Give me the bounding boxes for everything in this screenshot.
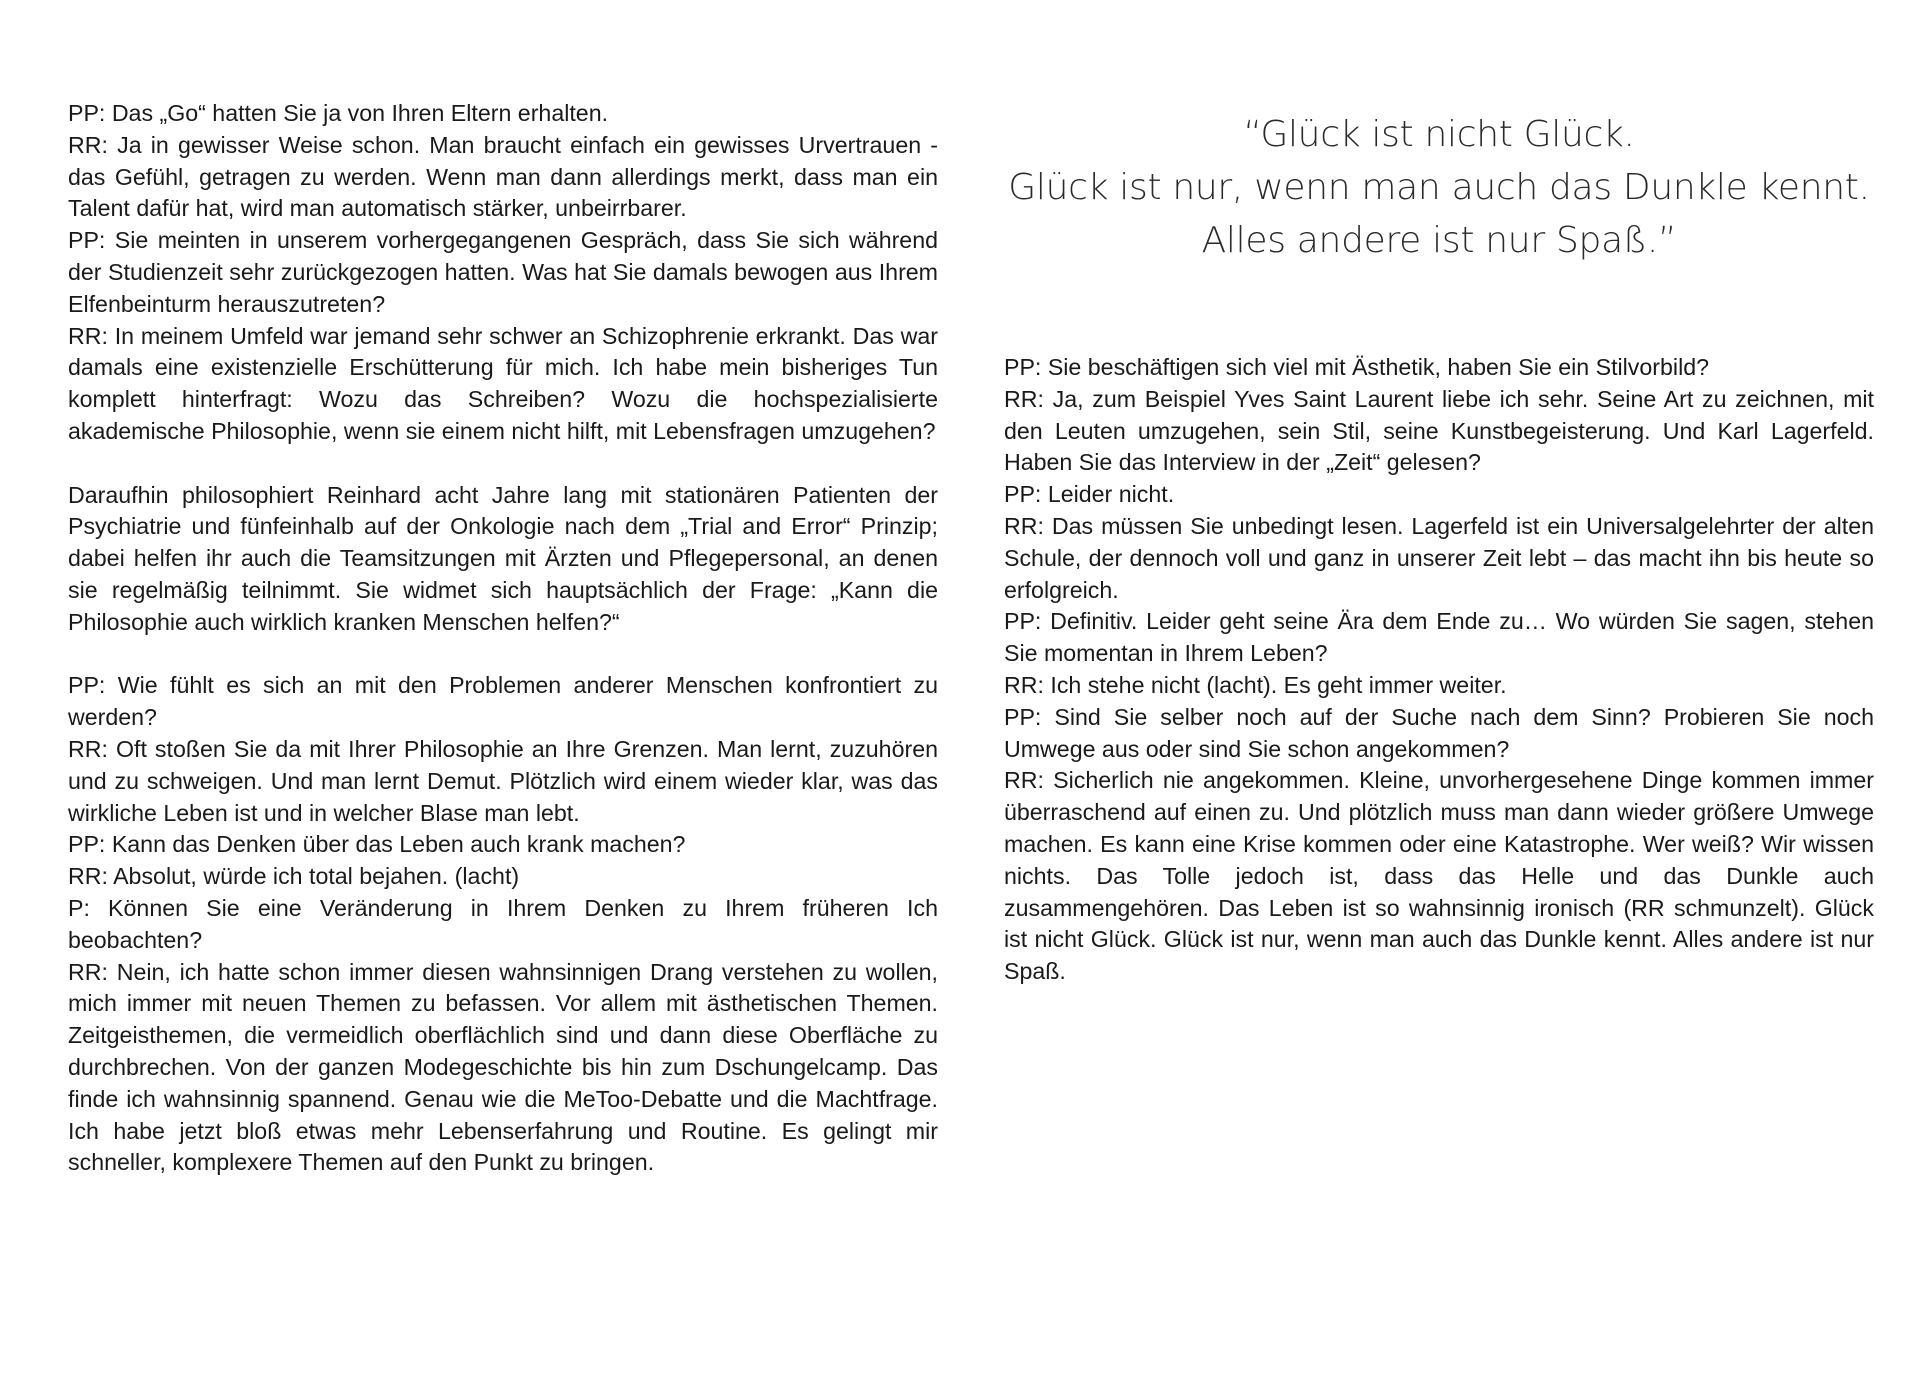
interview-paragraph: PP: Sie beschäftigen sich viel mit Ästhetik, haben Sie ein Stilvorbild?	[1004, 354, 1710, 380]
narrative-paragraph: Daraufhin philosophiert Reinhard acht Jahre lang mit stationären Patienten der Psychiatrie und fünfeinhalb auf der Onkologie nach dem „Trial and Error“ Prinzip; dabei helfen ihr auch die Teamsitzungen mit Ärzten und Pflegepersonal, an denen sie regelmäßig teilnimmt. Sie widmet sich hauptsächlich der Frage: „Kann die Philosophie auch wirklich kranken Menschen helfen?“	[68, 481, 938, 635]
pull-quote-line: Alles andere ist nur Spaß.”	[1201, 220, 1677, 261]
interview-paragraph: RR: Nein, ich hatte schon immer diesen wahnsinnigen Drang verstehen zu wollen, mich immer mit neuen Themen zu befassen. Vor allem mit ästhetischen Themen. Zeitgeisthemen, die vermeidlich oberflächlich sind und dann diese Oberfläche zu durchbrechen. Von der ganzen Modegeschichte bis hin zum Dschungelcamp. Das finde ich wahnsinnig spannend. Genau wie die MeToo-Debatte und die Machtfrage. Ich habe jetzt bloß etwas mehr Lebenserfahrung und Routine. Es gelingt mir schneller, komplexere Themen auf den Punkt zu bringen.	[68, 958, 938, 1176]
interview-paragraph: PP: Kann das Denken über das Leben auch krank machen?	[68, 831, 686, 858]
interview-paragraph: PP: Leider nicht.	[1004, 481, 1175, 508]
interview-paragraph: RR: Ja, zum Beispiel Yves Saint Laurent liebe ich sehr. Seine Art zu zeichnen, mit den Leuten umzugehen, sein Stil, seine Kunstbegeisterung. Und Karl Lagerfeld. Haben Sie das Interview in der „Zeit“ gelesen?	[1004, 385, 1874, 476]
left-text-column	[68, 98, 938, 1179]
paragraph-spacer	[68, 639, 938, 671]
interview-paragraph: RR: Das müssen Sie unbedingt lesen. Lagerfeld ist ein Universalgelehrter der alten Schule, der dennoch voll und ganz in unserer Zeit lebt – das macht ihn bis heute so erfolgreich.	[1004, 512, 1874, 603]
interview-paragraph: RR: Ja in gewisser Weise schon. Man braucht einfach ein gewisses Urvertrauen - das Gefühl, getragen zu werden. Wenn man dann allerdings merkt, dass man ein Talent dafür hat, wird man automatisch stärker, unbeirrbarer.	[68, 131, 938, 222]
paragraph-spacer	[68, 448, 938, 480]
interview-paragraph: RR: Sicherlich nie angekommen. Kleine, unvorhergesehene Dinge kommen immer überraschend auf einen zu. Und plötzlich muss man dann wieder größere Umwege machen. Es kann eine Krise kommen oder eine Katastrophe. Wer weiß? Wir wissen nichts. Das Tolle jedoch ist, dass das Helle und das Dunkle auch zusammengehören. Das Leben ist so wahnsinnig ironisch (RR schmunzelt). Glück ist nicht Glück. Glück ist nur, wenn man auch das Dunkle kennt. Alles andere ist nur Spaß.	[1004, 767, 1874, 985]
interview-paragraph: PP: Sind Sie selber noch auf der Suche nach dem Sinn? Probieren Sie noch Umwege aus oder sind Sie schon angekommen?	[1004, 703, 1874, 762]
pull-quote-line: “Glück ist nicht Glück.	[1243, 114, 1635, 155]
pull-quote-line: Glück ist nur, wenn man auch das Dunkle kennt.	[1008, 167, 1870, 208]
interview-paragraph: RR: Absolut, würde ich total bejahen. (lacht)	[68, 863, 520, 890]
pull-quote	[1004, 108, 1874, 267]
interview-paragraph: PP: Wie fühlt es sich an mit den Problemen anderer Menschen konfrontiert zu werden?	[68, 672, 938, 731]
interview-paragraph: PP: Das „Go“ hatten Sie ja von Ihren Eltern erhalten.	[68, 100, 609, 126]
interview-paragraph: RR: Ich stehe nicht (lacht). Es geht immer weiter.	[1004, 671, 1507, 698]
interview-paragraph: RR: Oft stoßen Sie da mit Ihrer Philosophie an Ihre Grenzen. Man lernt, zuzuhören und zu schweigen. Und man lernt Demut. Plötzlich wird einem wieder klar, was das wirkliche Leben ist und in welcher Blase man lebt.	[68, 735, 938, 826]
interview-paragraph: PP: Definitiv. Leider geht seine Ära dem Ende zu… Wo würden Sie sagen, stehen Sie momentan in Ihrem Leben?	[1004, 608, 1874, 667]
interview-paragraph: RR: In meinem Umfeld war jemand sehr schwer an Schizophrenie erkrankt. Das war damals eine existenzielle Erschütterung für mich. Ich habe mein bisheriges Tun komplett hinterfragt: Wozu das Schreiben? Wozu die hochspezialisierte akademische Philosophie, wenn sie einem nicht hilft, mit Lebensfragen umzugehen?	[68, 322, 938, 444]
interview-paragraph: PP: Sie meinten in unserem vorhergegangenen Gespräch, dass Sie sich während der Studienzeit sehr zurückgezogen hatten. Was hat Sie damals bewogen aus Ihrem Elfenbeinturm herauszutreten?	[68, 227, 938, 317]
interview-paragraph: P: Können Sie eine Veränderung in Ihrem Denken zu Ihrem früheren Ich beobachten?	[68, 894, 938, 953]
right-text-column	[1004, 352, 1874, 988]
